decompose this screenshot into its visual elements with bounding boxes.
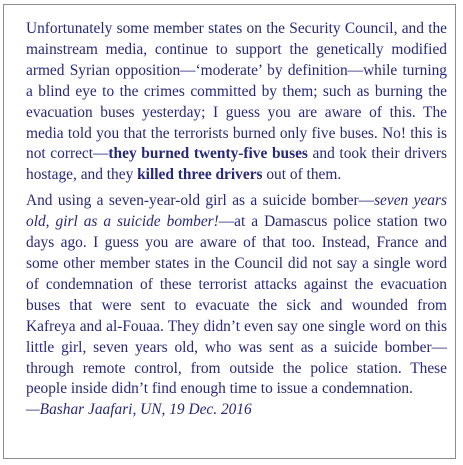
paragraph-1-text-3: out of them. [262, 166, 342, 184]
quote-paragraph-2 [26, 191, 447, 400]
paragraph-2-text-2: —at a Damascus police station two days ago. I guess you are aware of that too. Instead, France and some other member states in the Council did not say a single word of condemnation of these terrorist attacks against the evacuation buses that were sent to evacuate the sick and wounded from Kafreya and al-Fouaa. They didn’t even say one single word on this little girl, seven years old, who was sent as a suicide bomber—through remote control, from outside the police station. These people inside didn’t find enough time to issue a condemnation. [26, 213, 447, 398]
quote-attribution: —Bashar Jaafari, UN, 19 Dec. 2016 [26, 401, 252, 419]
paragraph-1-bold-drivers: killed three drivers [137, 166, 263, 184]
paragraph-2-italic-phrase: seven years old, girl as a suicide bomber! [26, 192, 447, 231]
paragraph-2-text-1: And using a seven-year-old girl as a suicide bomber— [26, 192, 375, 210]
quote-paragraph-1 [26, 19, 447, 186]
paragraph-1-text-2: and took their drivers hostage, and they [26, 145, 448, 184]
paragraph-1-text-1: Unfortunately some member states on the Security Council, and the mainstream media, continue to support the genetically modified armed Syrian opposition—‘moderate’ by definition—while turning a blind eye to the crimes committed by them; such as burning the evacuation buses yesterday; I guess you are aware of this. The media told you that the terrorists burned only five buses. No! this is not correct— [26, 20, 447, 163]
quote-box [3, 4, 456, 459]
paragraph-1-bold-buses: they burned twenty-five buses [108, 145, 308, 163]
